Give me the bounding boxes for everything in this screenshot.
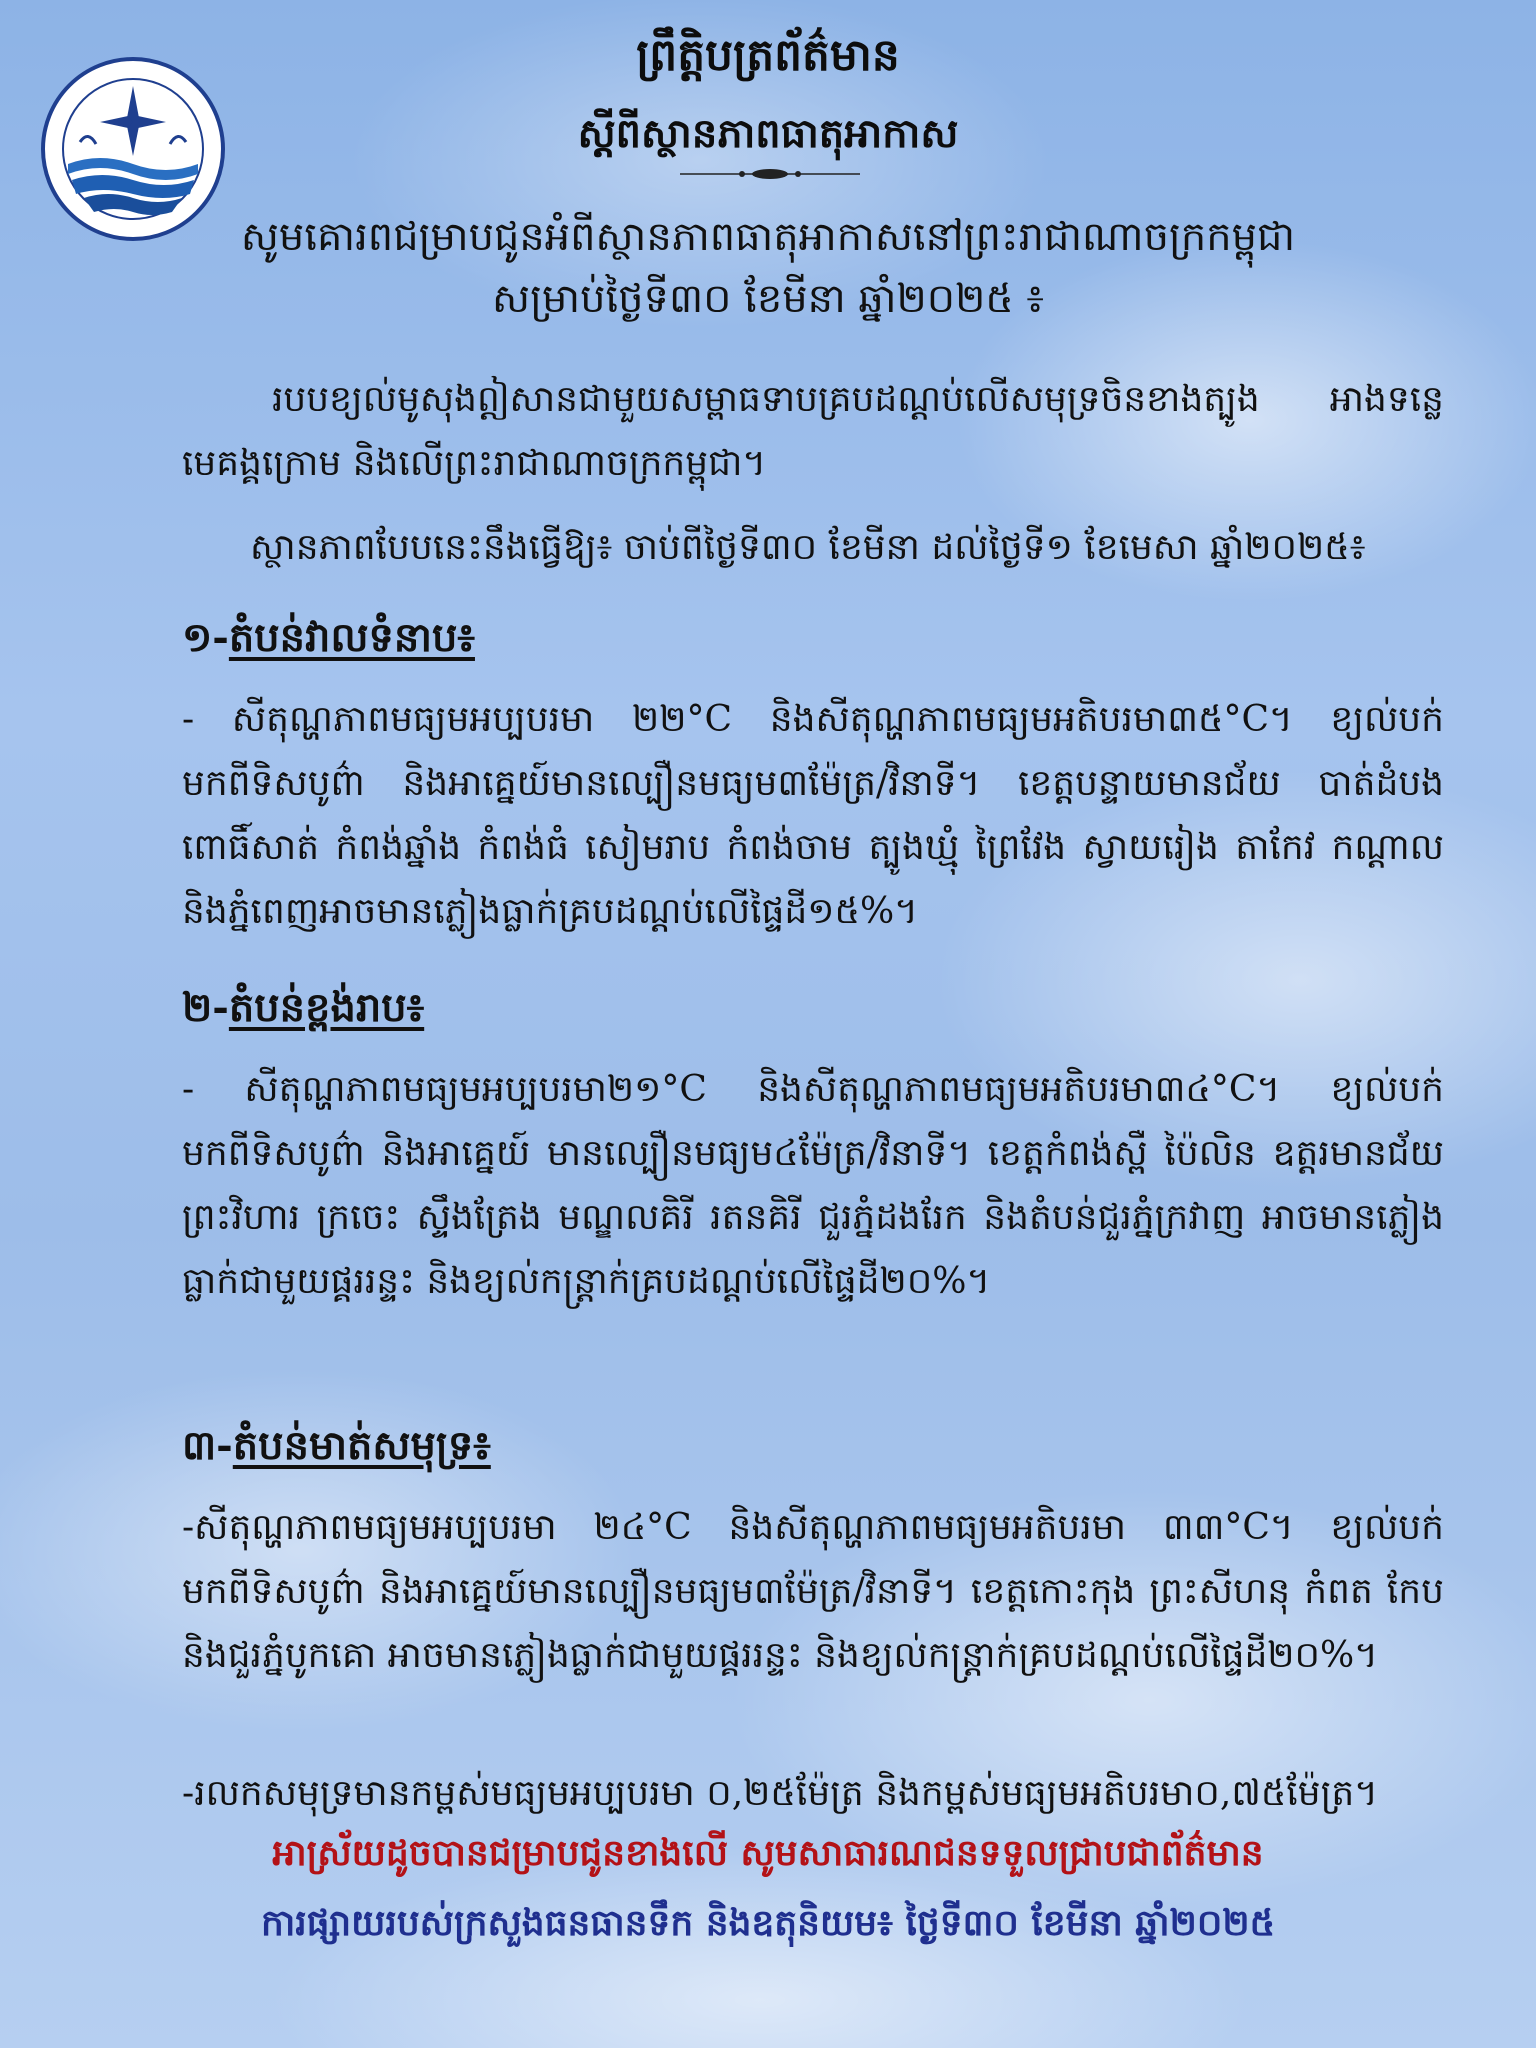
section-title: តំបន់វាលទំនាប៖ [228,614,475,661]
section-title: តំបន់ខ្ពង់រាប៖ [228,984,425,1031]
section-body-lowland: - សីតុណ្ហភាពមធ្យមអប្បបរមា ២២°C និងសីតុណ្ហភាពមធ្យមអតិបរមា៣៥°C។ ខ្យល់បក់មកពីទិសបូព៌ា និងអាគ្នេយ៍មានល្បឿនមធ្យម៣ម៉ែត្រ/វិនាទី។ ខេត្តបន្ទាយមានជ័យ បាត់ដំបង ពោធិ៍សាត់ កំពង់ឆ្នាំង កំពង់ធំ សៀមរាប កំពង់ចាម ត្បូងឃ្មុំ ព្រៃវែង ស្វាយរៀង តាកែវ កណ្តាល និងភ្នំពេញអាចមានភ្លៀងធ្លាក់គ្របដណ្តប់លើផ្ទៃដី១៥%។ [182,699,1444,932]
intro-line: សូមគោរពជម្រាបជូនអំពីស្ថានភាពធាតុអាកាសនៅព្រះរាជាណាចក្រកម្ពុជា [240,214,1296,260]
issuer-line: ការផ្សាយរបស់ក្រសួងធនធានទឹក និងឧតុនិយម៖ ថ្ងៃទី៣០ ខែមីនា ឆ្នាំ២០២៥ [260,1902,1276,1944]
overview-paragraph [182,368,1444,496]
section-title: តំបន់មាត់សមុទ្រ៖ [232,1422,491,1469]
overview-text: របបខ្យល់មូសុងឦសានជាមួយសម្ពាធទាបគ្របដណ្តប់លើសមុទ្រចិនខាងត្បូង អាងទន្លេមេគង្គក្រោម និងលើព្រះរាជាណាចក្រកម្ពុជា។ [182,379,1444,484]
public-notice: អាស្រ័យដូចបានជម្រាបជូនខាងលើ សូមសាធារណជនទទួលជ្រាបជាព័ត៌មាន [272,1832,1264,1874]
section-number: ៣- [182,1422,233,1469]
section-heading-lowland [182,612,475,671]
section-heading-coastal [182,1420,491,1479]
intro-date-line: សម្រាប់ថ្ងៃទី៣០ ខែមីនា ឆ្នាំ២០២៥ ៖ [491,276,1044,322]
section-body-highland: - សីតុណ្ហភាពមធ្យមអប្បបរមា២១°C និងសីតុណ្ហភាពមធ្យមអតិបរមា៣៤°C។ ខ្យល់បក់មកពីទិសបូព៌ា និងអាគ្នេយ៍ មានល្បឿនមធ្យម៤ម៉ែត្រ/វិនាទី។ ខេត្តកំពង់ស្ពឺ ប៉ៃលិន ឧត្តរមានជ័យ ព្រះវិហារ ក្រចេះ ស្ទឹងត្រែង មណ្ឌលគិរី រតនគិរី ជួរភ្នំដងរែក និងតំបន់ជួរភ្នំក្រវាញ អាចមានភ្លៀងធ្លាក់ជាមួយផ្គររន្ទះ និងខ្យល់កន្ត្រាក់គ្របដណ្តប់លើផ្ទៃដី២០%។ [182,1069,1444,1302]
wave-height-note: -រលកសមុទ្រមានកម្ពស់មធ្យមអប្បបរមា ០,២៥ម៉ែត្រ និងកម្ពស់មធ្យមអតិបរមា០,៧៥ម៉ែត្រ។ [182,1773,1378,1814]
section-number: ២- [182,984,229,1031]
section-heading-highland [182,982,424,1041]
bulletin-subtitle: ស្តីពីស្ថានភាពធាតុអាកាស [577,110,959,157]
bulletin-title: ព្រឹត្តិបត្រព័ត៌មាន [636,30,900,81]
section-number: ១- [182,614,229,661]
situation-line: ស្ថានភាពបែបនេះនឹងធ្វើឱ្យ៖ ចាប់ពីថ្ងៃទី៣០ ខែមីនា ដល់ថ្ងៃទី១ ខែមេសា ឆ្នាំ២០២៥៖ [250,527,1366,568]
divider-ornament-icon [680,166,860,182]
section-body-coastal: -សីតុណ្ហភាពមធ្យមអប្បបរមា ២៤°C និងសីតុណ្ហភាពមធ្យមអតិបរមា ៣៣°C។ ខ្យល់បក់មកពីទិសបូព៌ា និងអាគ្នេយ៍មានល្បឿនមធ្យម៣ម៉ែត្រ/វិនាទី។ ខេត្តកោះកុង ព្រះសីហនុ កំពត កែប និងជួរភ្នំបូកគោ អាចមានភ្លៀងធ្លាក់ជាមួយផ្គររន្ទះ និងខ្យល់កន្ត្រាក់គ្របដណ្តប់លើផ្ទៃដី២០%។ [182,1507,1444,1676]
